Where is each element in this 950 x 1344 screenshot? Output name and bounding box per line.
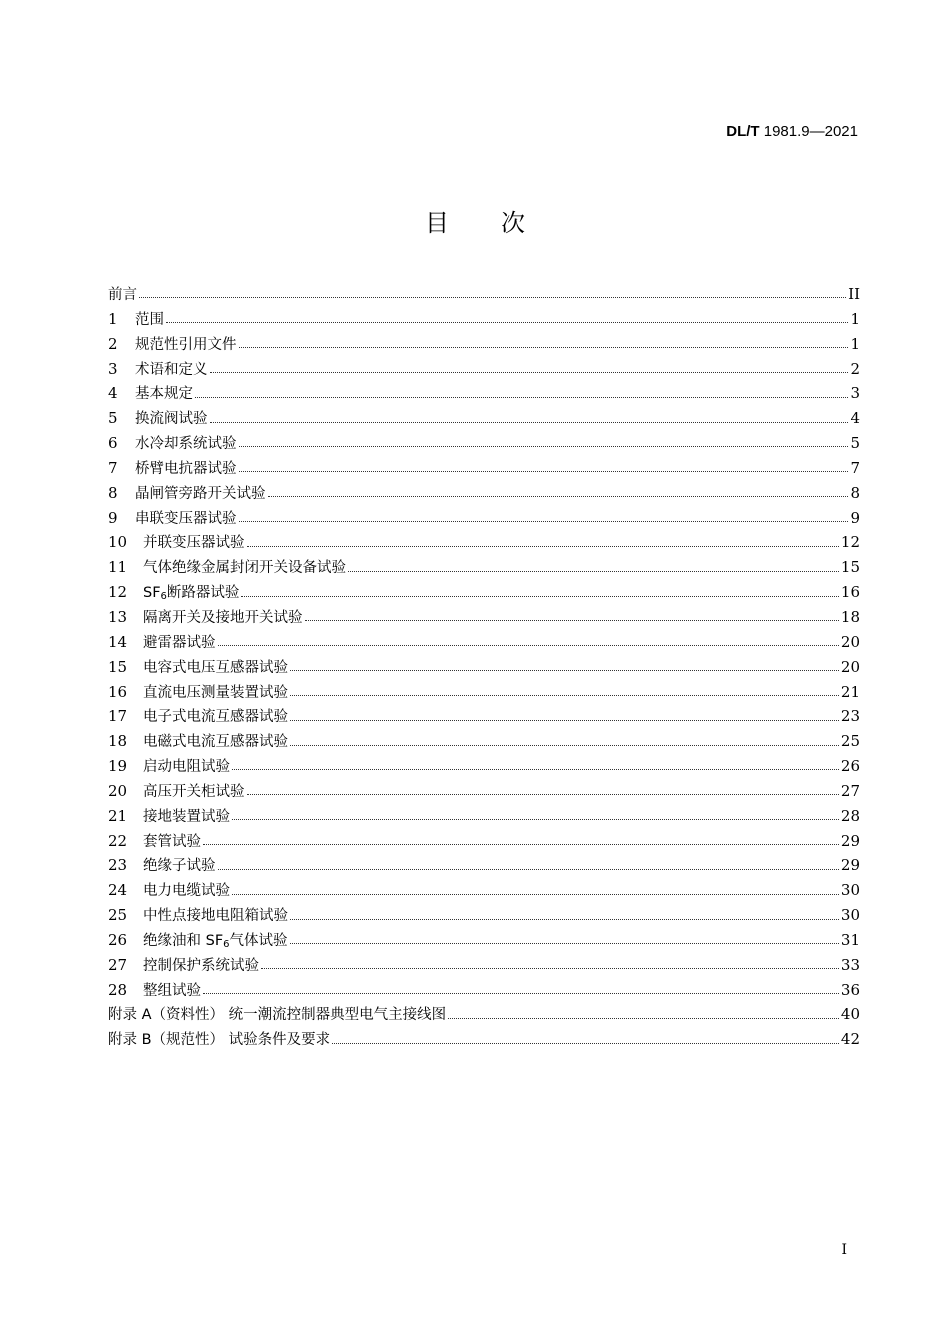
toc-entry-number: 18	[108, 732, 128, 751]
toc-entry-label-prefix: SF	[143, 585, 161, 602]
toc-entry-label: 避雷器试验	[143, 634, 216, 651]
toc-entry[interactable]	[108, 556, 860, 581]
toc-entry-number: 26	[108, 930, 128, 949]
toc-entry-label: 换流阀试验	[135, 411, 208, 428]
toc-entry-number: 6	[108, 434, 118, 453]
toc-dot-leader	[195, 390, 848, 400]
toc-entry-number: 5	[108, 409, 118, 428]
toc-entry-number: 21	[108, 806, 128, 825]
toc-entry[interactable]	[108, 581, 860, 606]
toc-entry[interactable]	[108, 432, 860, 457]
toc-entry-page: 1	[850, 309, 860, 328]
toc-entry-page: 33	[840, 955, 860, 974]
toc-dot-leader	[239, 514, 849, 524]
toc-entry-page: 40	[840, 1005, 860, 1024]
toc-entry-page: 20	[840, 657, 860, 676]
toc-entry-page: 29	[840, 856, 860, 875]
toc-entry-label: 晶闸管旁路开关试验	[135, 485, 266, 502]
toc-entry-page: 26	[840, 757, 860, 776]
toc-entry-page: 12	[840, 533, 860, 552]
toc-dot-leader	[290, 663, 839, 673]
toc-entry-label: 术语和定义	[135, 361, 208, 378]
toc-dot-leader	[232, 812, 839, 822]
toc-entry[interactable]	[108, 308, 860, 333]
toc-entry[interactable]	[108, 780, 860, 805]
toc-dot-leader	[348, 564, 839, 574]
toc-entry-number: 28	[108, 980, 128, 999]
toc-dot-leader	[290, 738, 839, 748]
toc-entry-number: 23	[108, 856, 128, 875]
toc-entry-page: 31	[840, 930, 860, 949]
toc-entry-page: 8	[850, 483, 860, 502]
toc-entry-page: 29	[840, 831, 860, 850]
toc-dot-leader	[210, 365, 849, 375]
toc-entry[interactable]	[108, 1028, 860, 1053]
toc-entry-number: 7	[108, 458, 118, 477]
toc-entry-number: 13	[108, 607, 128, 626]
toc-entry-number: 11	[108, 558, 128, 577]
toc-entry-label: 接地装置试验	[143, 808, 230, 825]
toc-entry-page: 30	[840, 881, 860, 900]
table-of-contents	[108, 283, 860, 1053]
toc-entry[interactable]	[108, 929, 860, 954]
toc-dot-leader	[166, 315, 848, 325]
toc-dot-leader	[290, 936, 839, 946]
toc-entry-label: 套管试验	[143, 833, 201, 850]
toc-entry[interactable]	[108, 904, 860, 929]
toc-entry[interactable]	[108, 358, 860, 383]
toc-entry-page: 16	[840, 583, 860, 602]
toc-dot-leader	[332, 1036, 839, 1046]
toc-dot-leader	[448, 1011, 839, 1021]
toc-entry-label: 范围	[135, 311, 164, 328]
toc-entry-label: 串联变压器试验	[135, 510, 237, 527]
toc-dot-leader	[203, 986, 839, 996]
toc-entry-label-suffix: 断路器试验	[166, 585, 240, 602]
toc-entry-page: 20	[840, 632, 860, 651]
toc-entry-number: 27	[108, 955, 128, 974]
toc-entry-page: 21	[840, 682, 860, 701]
toc-entry-page: 25	[840, 732, 860, 751]
toc-entry-label-suffix: 气体试验	[229, 932, 288, 949]
toc-entry-page: II	[848, 285, 860, 303]
standard-number: 1981.9—2021	[759, 123, 858, 140]
toc-entry-label: 直流电压测量装置试验	[143, 684, 288, 701]
page-title: 目次	[425, 209, 577, 237]
toc-entry-page: 15	[840, 558, 860, 577]
toc-entry-number: 3	[108, 359, 118, 378]
toc-entry-page: 28	[840, 806, 860, 825]
toc-entry-number: 20	[108, 781, 128, 800]
toc-entry-label: 电子式电流互感器试验	[143, 709, 288, 726]
toc-entry[interactable]	[108, 1003, 860, 1028]
toc-entry-label: 气体绝缘金属封闭开关设备试验	[143, 560, 346, 577]
toc-entry-page: 18	[840, 607, 860, 626]
toc-dot-leader	[247, 539, 839, 549]
toc-entry[interactable]	[108, 705, 860, 730]
toc-dot-leader	[210, 415, 849, 425]
toc-entry[interactable]	[108, 805, 860, 830]
toc-entry-page: 23	[840, 707, 860, 726]
toc-entry-number: 1	[108, 309, 118, 328]
toc-entry-number: 10	[108, 533, 128, 552]
toc-dot-leader	[232, 762, 839, 772]
toc-entry[interactable]	[108, 979, 860, 1004]
toc-entry-number: 12	[108, 583, 128, 602]
toc-entry-page: 3	[850, 384, 860, 403]
toc-entry-label: 水冷却系统试验	[135, 436, 237, 453]
toc-entry-label: 附录 A（资料性） 统一潮流控制器典型电气主接线图	[108, 1007, 447, 1024]
toc-entry-label: 基本规定	[135, 386, 193, 403]
toc-entry-label: 中性点接地电阻箱试验	[143, 908, 288, 925]
toc-entry-label: 高压开关柜试验	[143, 783, 245, 800]
toc-entry[interactable]	[108, 382, 860, 407]
toc-entry-number: 4	[108, 384, 118, 403]
toc-entry-label: 电力电缆试验	[143, 883, 230, 900]
toc-entry-number: 2	[108, 334, 118, 353]
toc-entry[interactable]	[108, 283, 860, 308]
toc-entry-label	[143, 929, 288, 950]
toc-dot-leader	[203, 837, 839, 847]
toc-entry[interactable]	[108, 879, 860, 904]
toc-entry[interactable]	[108, 656, 860, 681]
toc-dot-leader	[218, 638, 839, 648]
toc-entry-number: 8	[108, 483, 118, 502]
toc-entry-label-subscript: 6	[160, 591, 167, 603]
toc-dot-leader	[218, 862, 839, 872]
toc-entry-number: 14	[108, 632, 128, 651]
toc-entry-page: 36	[840, 980, 860, 999]
toc-dot-leader	[247, 787, 839, 797]
toc-entry[interactable]	[108, 830, 860, 855]
toc-entry-label: 整组试验	[143, 982, 201, 999]
toc-entry-label: 启动电阻试验	[143, 759, 230, 776]
toc-entry-number: 9	[108, 508, 118, 527]
toc-entry-label-subscript: 6	[223, 938, 230, 950]
toc-entry[interactable]	[108, 854, 860, 879]
toc-entry-label: 电容式电压互感器试验	[143, 659, 288, 676]
toc-entry-number: 24	[108, 881, 128, 900]
toc-entry-page: 2	[850, 359, 860, 378]
toc-entry[interactable]	[108, 681, 860, 706]
toc-entry-label: 桥臂电抗器试验	[135, 460, 237, 477]
toc-dot-leader	[239, 340, 849, 350]
standard-code	[726, 123, 858, 140]
toc-entry-number: 16	[108, 682, 128, 701]
toc-entry-label: 附录 B（规范性） 试验条件及要求	[108, 1032, 331, 1049]
toc-dot-leader	[268, 489, 849, 499]
toc-entry-label: 控制保护系统试验	[143, 957, 259, 974]
toc-entry[interactable]	[108, 606, 860, 631]
toc-entry[interactable]	[108, 631, 860, 656]
toc-entry[interactable]	[108, 333, 860, 358]
toc-entry[interactable]	[108, 507, 860, 532]
toc-entry-number: 19	[108, 757, 128, 776]
toc-entry-label-prefix: 绝缘油和 SF	[143, 932, 224, 949]
toc-dot-leader	[290, 688, 839, 698]
toc-dot-leader	[239, 464, 849, 474]
toc-entry[interactable]	[108, 531, 860, 556]
footer-page-number: I	[841, 1242, 847, 1258]
toc-entry-number: 15	[108, 657, 128, 676]
toc-dot-leader	[290, 713, 839, 723]
toc-entry-label: 电磁式电流互感器试验	[143, 734, 288, 751]
toc-entry-number: 25	[108, 906, 128, 925]
toc-entry[interactable]	[108, 482, 860, 507]
toc-entry-number: 22	[108, 831, 128, 850]
toc-entry-page: 1	[850, 334, 860, 353]
toc-entry[interactable]	[108, 457, 860, 482]
toc-entry-page: 27	[840, 781, 860, 800]
toc-entry-page: 42	[840, 1030, 860, 1049]
toc-entry-label: 前言	[108, 287, 137, 303]
toc-dot-leader	[290, 912, 839, 922]
standard-prefix: DL/T	[726, 123, 760, 140]
toc-entry-label: 并联变压器试验	[143, 535, 245, 552]
toc-entry-label: 绝缘子试验	[143, 858, 216, 875]
toc-dot-leader	[239, 439, 849, 449]
toc-entry-page: 9	[850, 508, 860, 527]
toc-dot-leader	[232, 887, 839, 897]
toc-entry-page: 7	[850, 458, 860, 477]
toc-entry[interactable]	[108, 730, 860, 755]
toc-entry-label: 隔离开关及接地开关试验	[143, 609, 303, 626]
toc-dot-leader	[241, 589, 838, 599]
toc-entry-page: 4	[850, 409, 860, 428]
toc-entry-page: 5	[850, 434, 860, 453]
toc-entry-label: 规范性引用文件	[135, 336, 237, 353]
toc-entry[interactable]	[108, 954, 860, 979]
toc-entry-label	[143, 581, 239, 602]
toc-entry-page: 30	[840, 906, 860, 925]
toc-dot-leader	[261, 961, 839, 971]
toc-entry[interactable]	[108, 755, 860, 780]
toc-entry[interactable]	[108, 407, 860, 432]
toc-dot-leader	[305, 613, 839, 623]
toc-entry-number: 17	[108, 707, 128, 726]
toc-dot-leader	[139, 290, 846, 300]
